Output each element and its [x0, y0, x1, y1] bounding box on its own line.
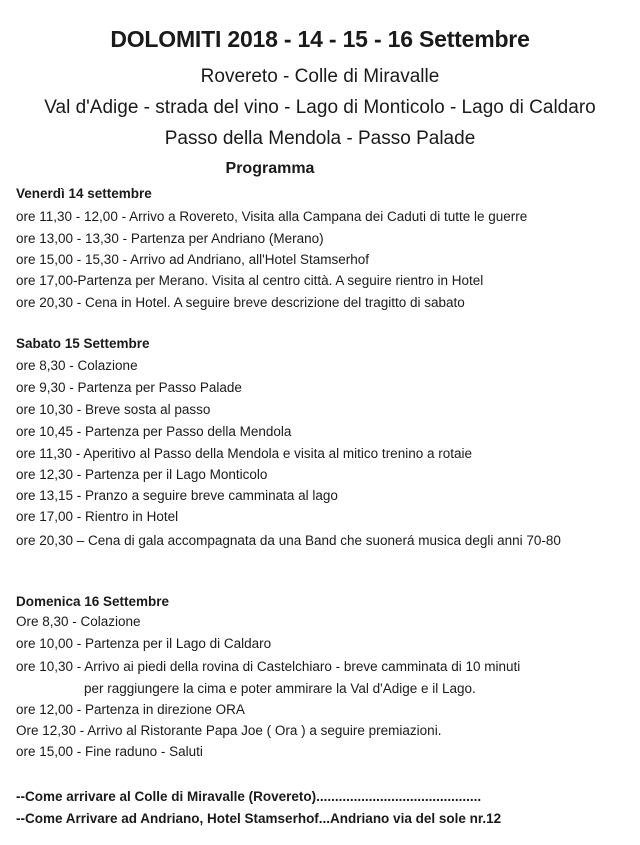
programma-heading: Programma	[225, 160, 315, 177]
sunday-item-6: ore 15,00 - Fine raduno - Saluti	[16, 744, 203, 759]
saturday-item-5: ore 11,30 - Aperitivo al Passo della Mendola e visita al mitico trenino a rotaie	[16, 446, 472, 461]
friday-heading: Venerdì 14 settembre	[16, 186, 152, 201]
saturday-item-7: ore 13,15 - Pranzo a seguire breve camminata al lago	[16, 488, 338, 503]
subtitle-line-2: Val d'Adige - strada del vino - Lago di Monticolo - Lago di Caldaro	[44, 97, 596, 118]
sunday-heading: Domenica 16 Settembre	[16, 594, 170, 609]
subtitle-line-3: Passo della Mendola - Passo Palade	[164, 128, 476, 149]
friday-item-1: ore 11,30 - 12,00 - Arrivo a Rovereto, Visita alla Campana dei Caduti di tutte le guerre	[16, 209, 528, 224]
directions-miravalle: --Come arrivare al Colle di Miravalle (Rovereto)............................................	[16, 789, 482, 804]
directions-andriano: --Come Arrivare ad Andriano, Hotel Stamserhof...Andriano via del sole nr.12	[16, 811, 502, 826]
friday-item-4: ore 17,00-Partenza per Merano. Visita al centro città. A seguire rientro in Hotel	[16, 273, 484, 288]
sunday-item-4: ore 12,00 - Partenza in direzione ORA	[16, 702, 245, 717]
friday-item-5: ore 20,30 - Cena in Hotel. A seguire breve descrizione del tragitto di sabato	[16, 295, 465, 310]
friday-item-3: ore 15,00 - 15,30 - Arrivo ad Andriano, all'Hotel Stamserhof	[16, 252, 370, 267]
saturday-heading: Sabato 15 Settembre	[16, 336, 150, 351]
saturday-item-3: ore 10,30 - Breve sosta al passo	[16, 402, 211, 417]
sunday-item-5: Ore 12,30 - Arrivo al Ristorante Papa Joe ( Ora ) a seguire premiazioni.	[16, 723, 442, 738]
document-title: DOLOMITI 2018 - 14 - 15 - 16 Settembre	[110, 26, 530, 52]
saturday-item-9: ore 20,30 – Cena di gala accompagnata da una Band che suonerá musica degli anni 70-80	[16, 533, 561, 548]
saturday-item-8: ore 17,00 - Rientro in Hotel	[16, 509, 179, 524]
saturday-item-4: ore 10,45 - Partenza per Passo della Mendola	[16, 424, 292, 439]
subtitle-line-1: Rovereto - Colle di Miravalle	[200, 66, 440, 87]
friday-item-2: ore 13,00 - 13,30 - Partenza per Andriano (Merano)	[16, 231, 324, 246]
sunday-item-1: Ore 8,30 - Colazione	[16, 614, 141, 629]
saturday-item-6: ore 12,30 - Partenza per il Lago Monticolo	[16, 467, 268, 482]
saturday-item-1: ore 8,30 - Colazione	[16, 358, 138, 373]
sunday-item-3: ore 10,30 - Arrivo ai piedi della rovina di Castelchiaro - breve camminata di 10 minuti	[16, 659, 521, 674]
sunday-item-3-continued: per raggiungere la cima e poter ammirare la Val d'Adige e il Lago.	[84, 681, 476, 696]
sunday-item-2: ore 10,00 - Partenza per il Lago di Caldaro	[16, 636, 272, 651]
saturday-item-2: ore 9,30 - Partenza per Passo Palade	[16, 380, 242, 395]
